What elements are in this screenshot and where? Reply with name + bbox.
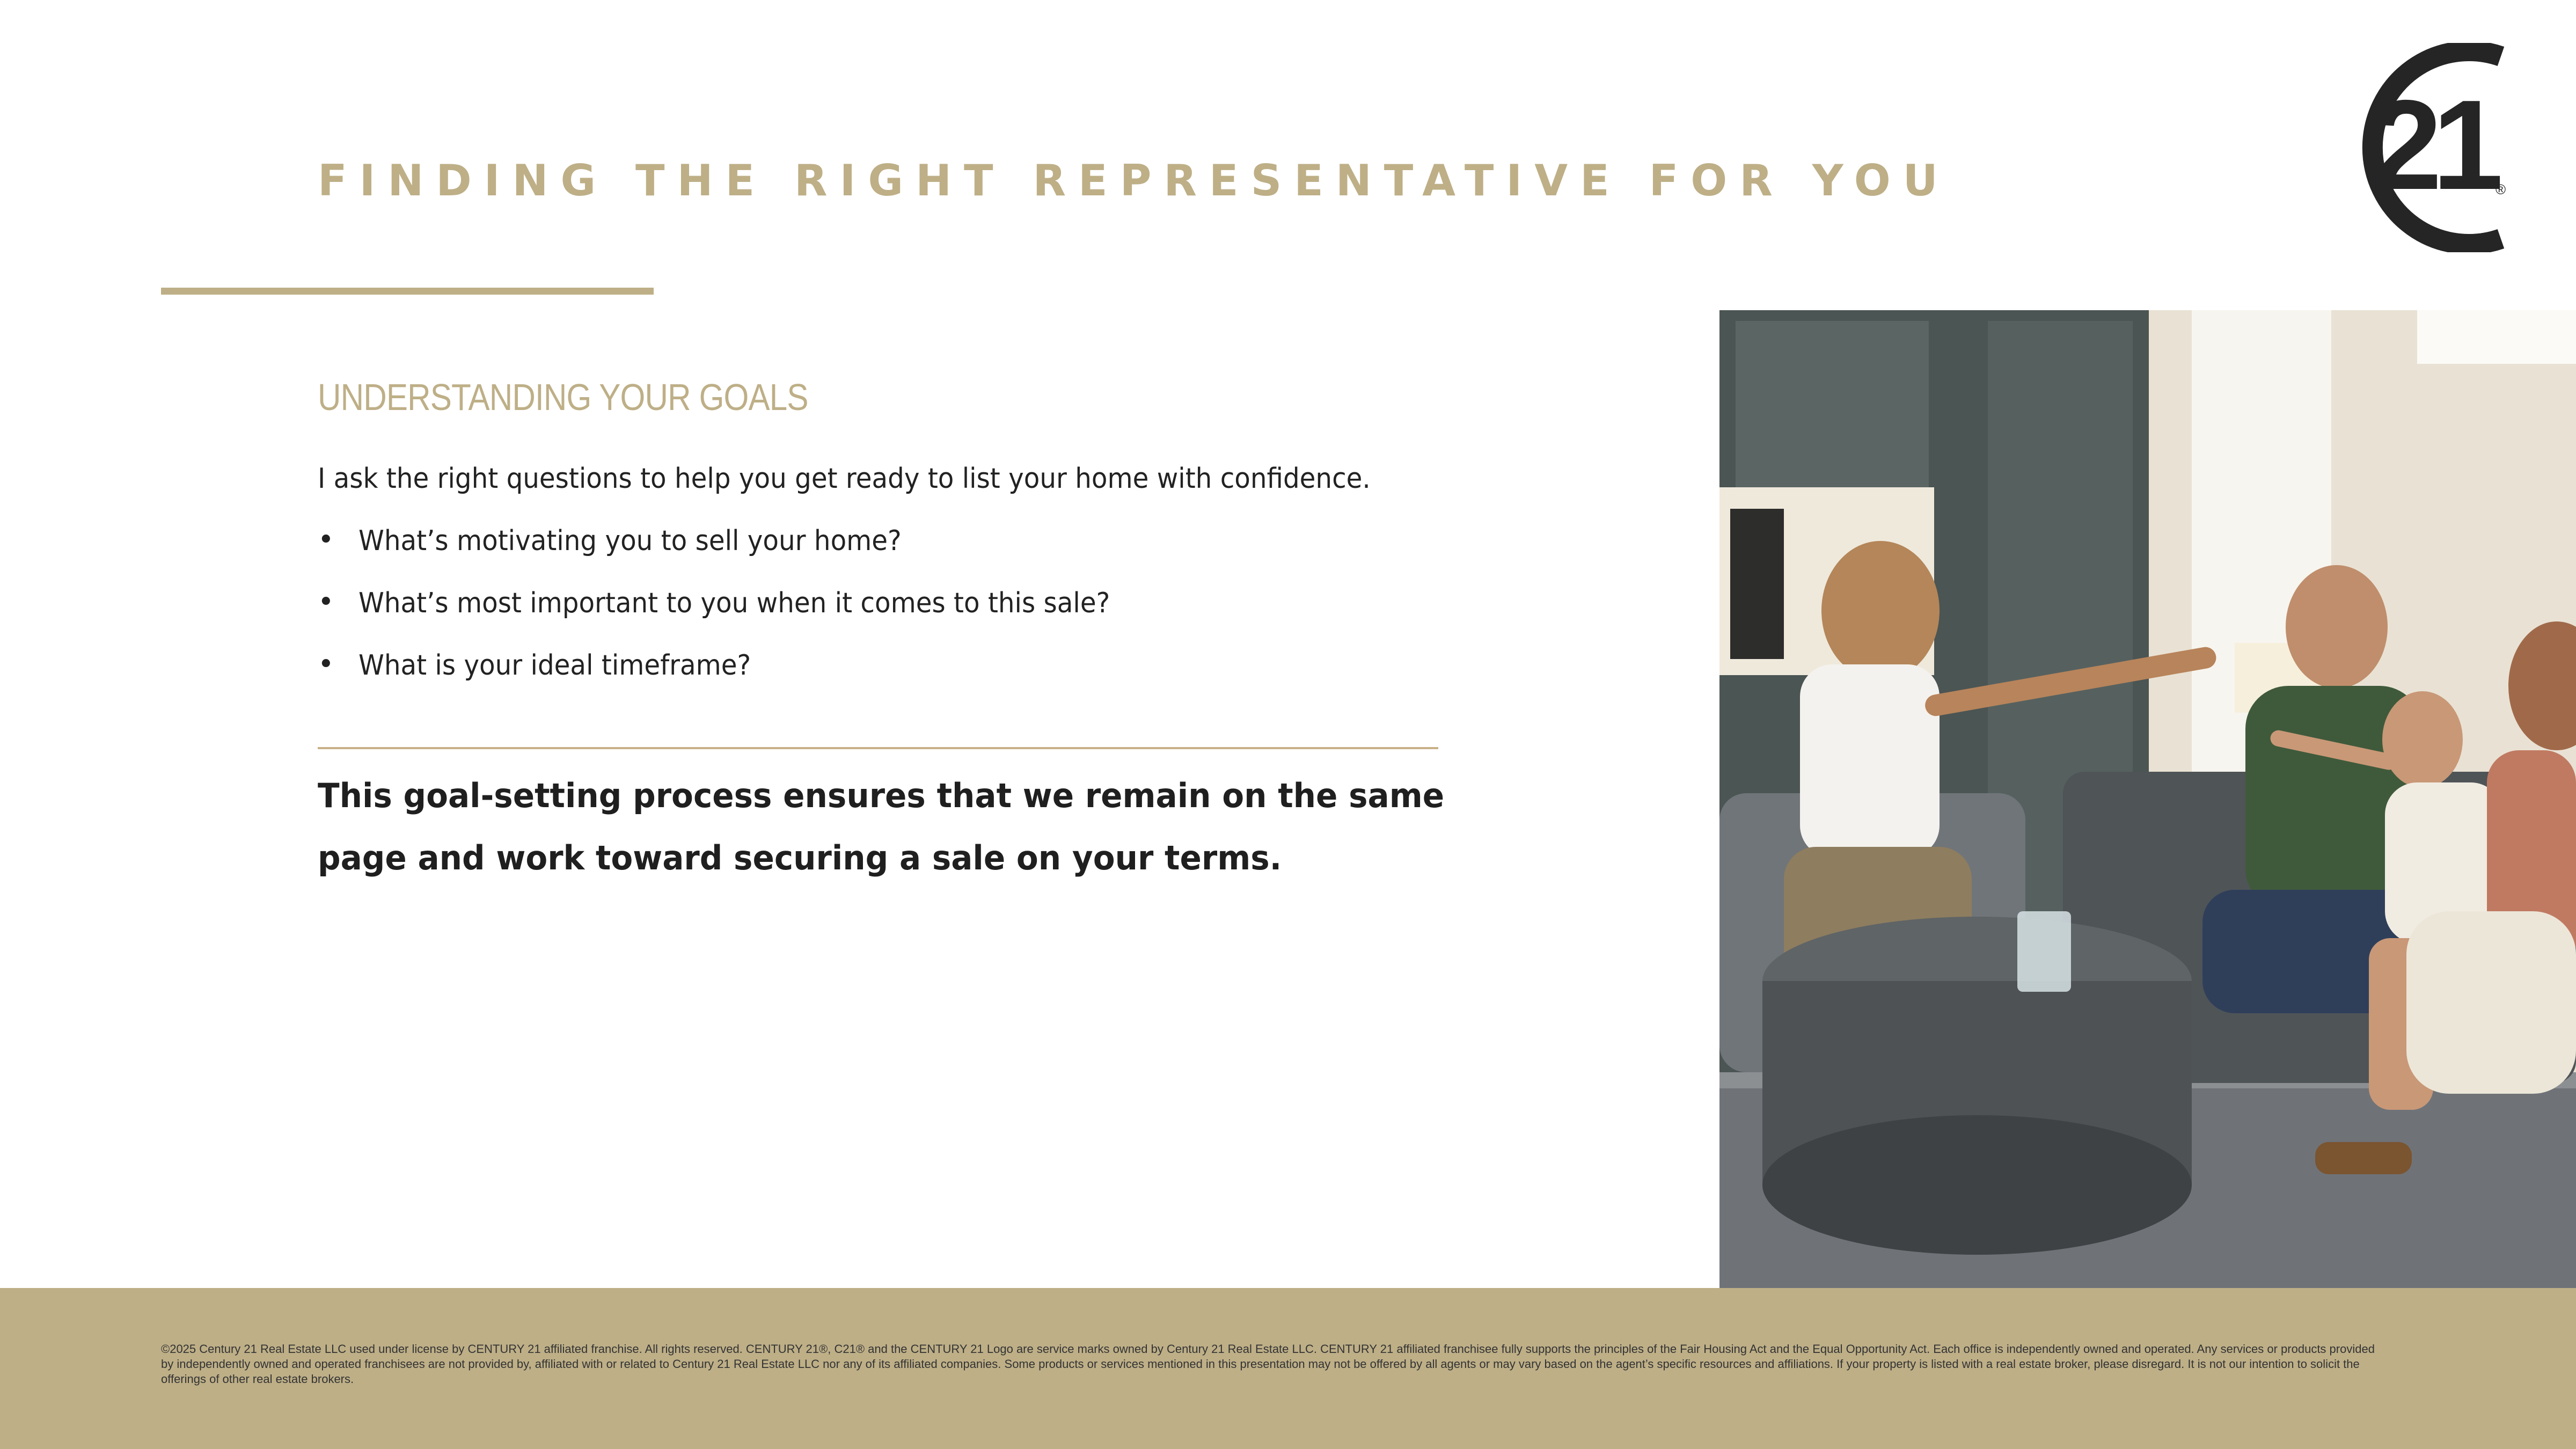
legal-disclaimer: ©2025 Century 21 Real Estate LLC used under license by CENTURY 21 affiliated franchise. All rights reserved. CENTURY 21®, C21® and the CENTURY 21 Logo are service marks owned by Century 21 Real Estate LLC. CENTURY 21 affiliated franchisee fully supports the principles of the Fair Housing Act and the Equal Opportunity Act. Each office is independently owned and operated. Any services or products provided by independently owned and operated franchisees are not provided by, affiliated with or related to Century 21 Real Estate LLC nor any of its affiliated companies. Some products or services mentioned in this presentation may not be offered by all agents or may vary based on the agent’s specific resources and affiliations. If your property is listed with a real estate broker, please disregard. It is not our intention to solicit the offerings of other real estate brokers. <box>161 1342 2375 1386</box>
section-divider <box>318 747 1438 749</box>
logo-number: 21 <box>2371 74 2494 216</box>
section-heading: UNDERSTANDING YOUR GOALS <box>318 376 808 418</box>
intro-text: I ask the right questions to help you get ready to list your home with confidence. <box>318 463 1371 495</box>
century21-logo <box>2340 43 2512 252</box>
logo-registered-mark: ® <box>2496 181 2506 197</box>
goal-statement: This goal-setting process ensures that we remain on the same page and work toward securing a sale on your terms. <box>318 776 1445 877</box>
page-title: FINDING THE RIGHT REPRESENTATIVE FOR YOU <box>318 156 1950 206</box>
bullet-dot-icon: • <box>318 586 334 618</box>
list-item-text: What’s motivating you to sell your home? <box>358 525 902 557</box>
list-item-text: What’s most important to you when it comes to this sale? <box>358 587 1110 619</box>
footer <box>0 1288 2576 1449</box>
bullet-dot-icon: • <box>318 648 334 680</box>
title-underline <box>161 288 654 295</box>
list-item-text: What is your ideal timeframe? <box>358 649 751 682</box>
bullet-dot-icon: • <box>318 524 334 556</box>
family-with-agent-photo <box>1719 310 2576 1288</box>
